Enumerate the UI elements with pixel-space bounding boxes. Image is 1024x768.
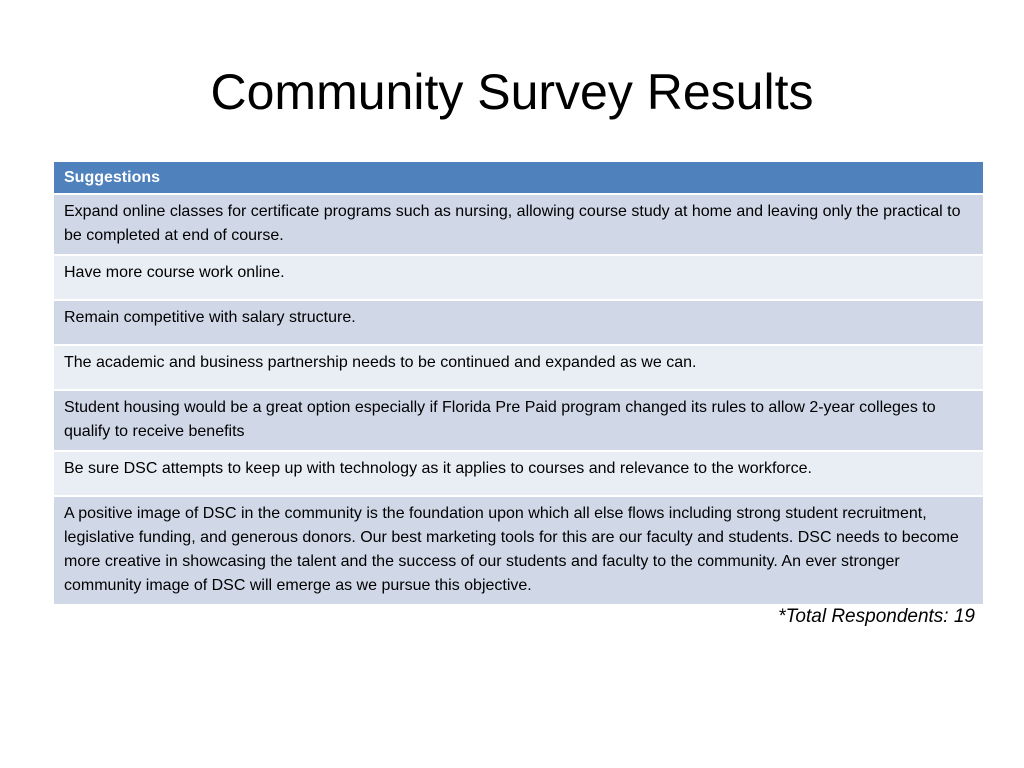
table-header-row	[54, 162, 983, 194]
suggestion-text: Have more course work online.	[64, 264, 285, 281]
suggestion-text: Student housing would be a great option especially if Florida Pre Paid program changed its rules to allow 2-year colleges to qualify to receive benefits	[64, 399, 936, 440]
suggestion-text: Remain competitive with salary structure.	[64, 309, 356, 326]
suggestion-cell	[54, 390, 983, 451]
table-row	[54, 194, 983, 255]
table-row	[54, 496, 983, 604]
suggestion-cell	[54, 300, 983, 345]
table-row	[54, 300, 983, 345]
suggestion-cell	[54, 255, 983, 300]
total-respondents-note: *Total Respondents: 19	[778, 606, 975, 627]
table-row	[54, 255, 983, 300]
suggestion-text: Expand online classes for certificate programs such as nursing, allowing course study at home and leaving only the practical to be completed at end of course.	[64, 203, 961, 244]
suggestion-cell	[54, 451, 983, 496]
suggestion-cell	[54, 496, 983, 604]
table-row	[54, 345, 983, 390]
slide-title: Community Survey Results	[210, 64, 814, 120]
suggestion-cell	[54, 345, 983, 390]
suggestion-text: Be sure DSC attempts to keep up with technology as it applies to courses and relevance to the workforce.	[64, 460, 812, 477]
suggestion-text: The academic and business partnership needs to be continued and expanded as we can.	[64, 354, 697, 371]
suggestion-cell	[54, 194, 983, 255]
suggestion-text: A positive image of DSC in the community is the foundation upon which all else flows including strong student recruitment, legislative funding, and generous donors. Our best marketing tools for this are our faculty and students. DSC needs to become more creative in showcasing the talent and the success of our students and faculty to the community. An ever stronger community image of DSC will emerge as we pursue this objective.	[64, 505, 959, 594]
table-row	[54, 390, 983, 451]
table-header-suggestions: Suggestions	[54, 162, 983, 194]
suggestions-table	[54, 162, 983, 604]
table-row	[54, 451, 983, 496]
